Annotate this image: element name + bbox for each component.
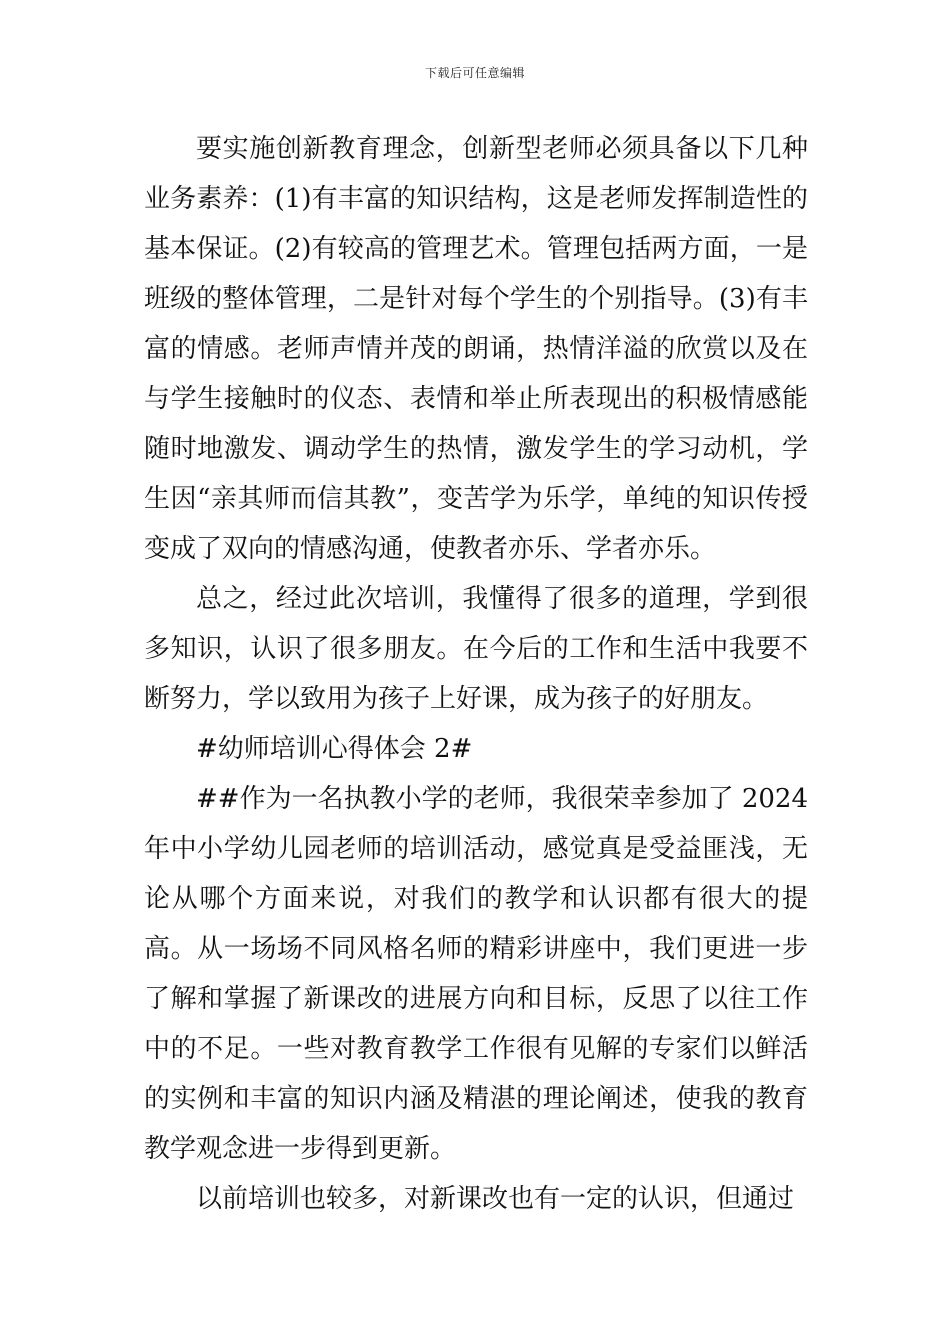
paragraph-summary: 总之，经过此次培训，我懂得了很多的道理，学到很多知识，认识了很多朋友。在今后的工作和生活中我要不断努力，学以致用为孩子上好课，成为孩子的好朋友。 [144, 584, 808, 714]
header-note: 下载后可任意编辑 [424, 66, 525, 80]
paragraph-training-experience: ##作为一名执教小学的老师，我很荣幸参加了 2024 年中小学幼儿园老师的培训活动，感觉真是受益匪浅，无论从哪个方面来说，对我们的教学和认识都有很大的提高。从一场场不同风格名师的精彩讲座中，我们更进一步了解和掌握了新课改的进展方向和目标，反思了以往工作中的不足。一些对教育教学工作很有见解的专家们以鲜活的实例和丰富的知识内涵及精湛的理论阐述，使我的教育教学观念进一步得到更新。 [144, 784, 809, 1164]
document-body [144, 124, 808, 1224]
paragraph-previous-training: 以前培训也较多，对新课改也有一定的认识，但通过 [196, 1184, 795, 1214]
paragraph-innovative-teacher-qualities: 要实施创新教育理念，创新型老师必须具备以下几种业务素养：(1)有丰富的知识结构，这是老师发挥制造性的基本保证。(2)有较高的管理艺术。管理包括两方面，一是班级的整体管理，二是针对每个学生的个别指导。(3)有丰富的情感。老师声情并茂的朗诵，热情洋溢的欣赏以及在与学生接触时的仪态、表情和举止所表现出的积极情感能随时地激发、调动学生的热情，激发学生的学习动机，学生因“亲其师而信其教”，变苦学为乐学，单纯的知识传授变成了双向的情感沟通，使教者亦乐、学者亦乐。 [144, 134, 808, 564]
section-heading: #幼师培训心得体会 2# [196, 734, 473, 764]
